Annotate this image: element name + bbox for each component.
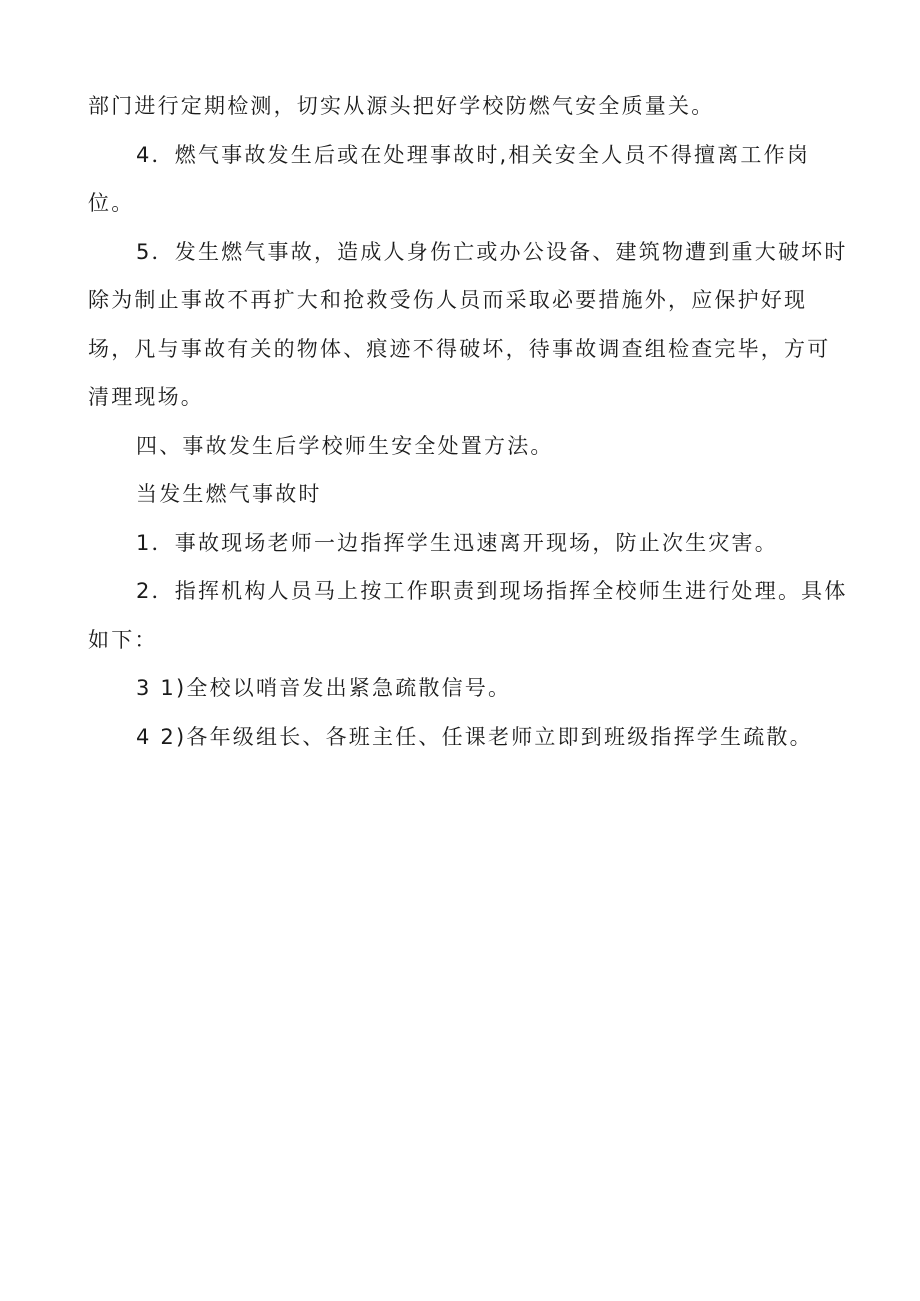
paragraph-item-4: 4．燃气事故发生后或在处理事故时,相关安全人员不得擅离工作岗位。 (88, 142, 811, 215)
paragraph-inspection-continuation: 部门进行定期检测，切实从源头把好学校防燃气安全质量关。 (88, 94, 715, 118)
section-heading-four: 四、事故发生后学校师生安全处置方法。 (136, 433, 554, 458)
paragraph-when-accident: 当发生燃气事故时 (136, 482, 322, 506)
paragraph-step-4: 4 2)各年级组长、各班主任、任课老师立即到班级指挥学生疏散。 (136, 724, 813, 749)
paragraph-step-1: 1．事故现场老师一边指挥学生迅速离开现场，防止次生灾害。 (136, 530, 778, 555)
paragraph-item-5: 5．发生燃气事故，造成人身伤亡或办公设备、建筑物遭到重大破坏时除为制止事故不再扩大和抢救受伤人员而采取必要措施外，应保护好现场，凡与事故有关的物体、痕迹不得破坏，待事故调查组检查完毕，方可清理现场。 (88, 239, 848, 409)
paragraph-step-2: 2．指挥机构人员马上按工作职责到现场指挥全校师生进行处理。具体如下： (88, 579, 848, 652)
paragraph-step-3: 3 1)全校以哨音发出紧急疏散信号。 (136, 676, 512, 700)
document-body (88, 82, 848, 761)
